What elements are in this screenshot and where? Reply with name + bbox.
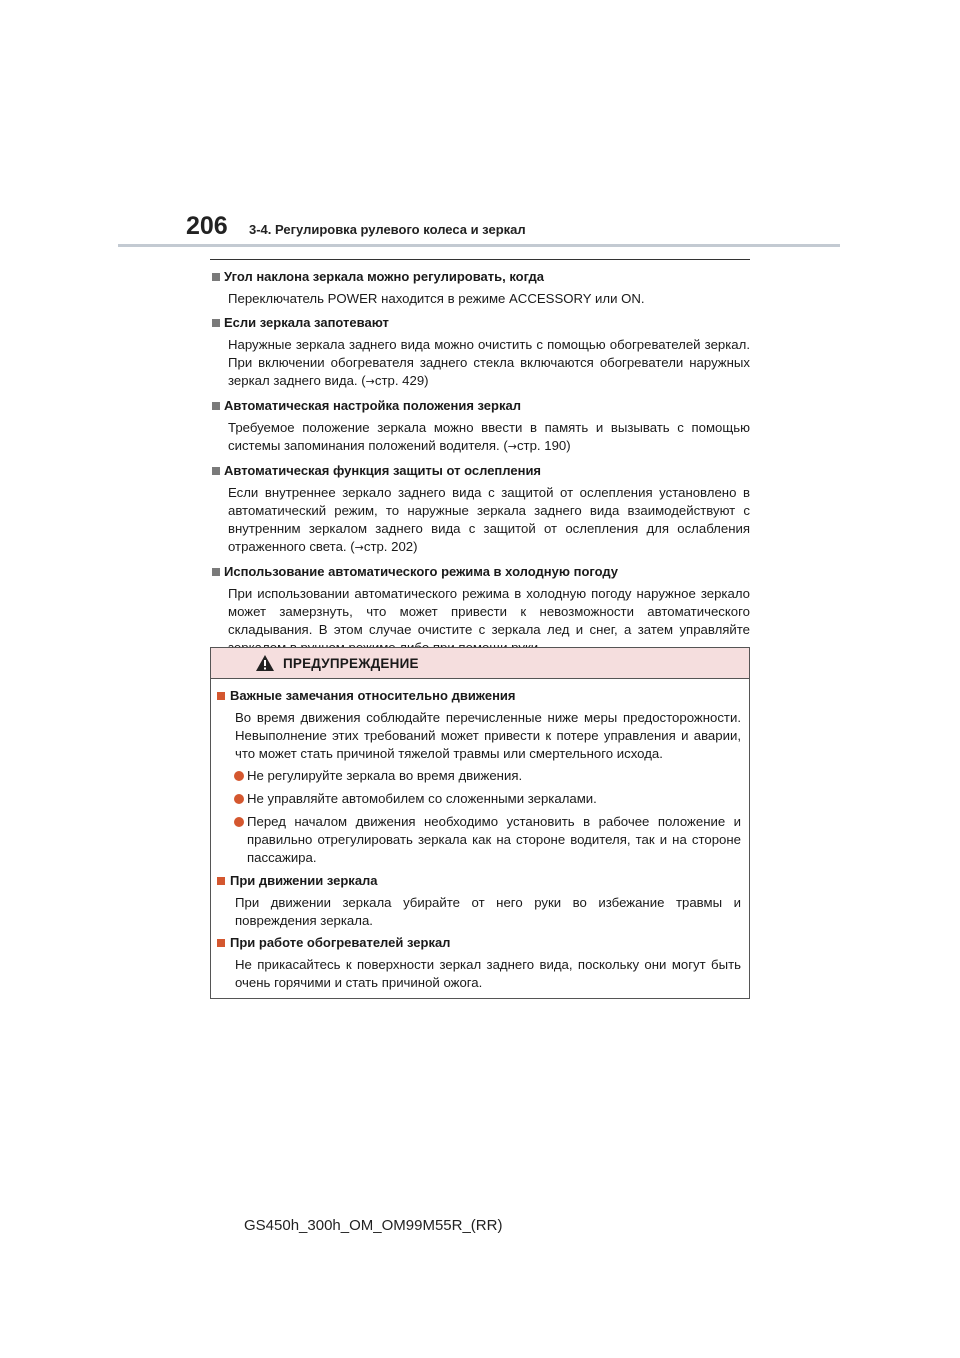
section-heading: Угол наклона зеркала можно регулировать, когда — [224, 269, 545, 284]
main-content — [210, 268, 750, 663]
chapter-title: 3-4. Регулировка рулевого колеса и зеркал — [249, 222, 526, 237]
section-mirror-angle — [210, 268, 750, 308]
square-bullet-icon — [217, 939, 225, 947]
list-item: Перед началом движения необходимо установить в рабочее положение и правильно отрегулировать зеркала как на стороне водителя, так и на стороне пассажира. — [215, 813, 741, 867]
document-id: GS450h_300h_OM_OM99M55R_(RR) — [244, 1217, 503, 1234]
warning-title: ПРЕДУПРЕЖДЕНИЕ — [283, 655, 419, 671]
section-anti-glare — [210, 462, 750, 557]
warning-section-heading: При движении зеркала — [230, 873, 378, 888]
section-heading: Автоматическая функция защиты от ослепления — [224, 463, 542, 478]
section-text: Наружные зеркала заднего вида можно очистить с помощью обогревателей зеркал. При включении обогревателя заднего стекла включаются обогреватели наружных зеркал заднего вида. ( — [228, 337, 750, 388]
square-bullet-icon — [212, 402, 220, 410]
section-mirror-fog — [210, 314, 750, 391]
round-bullet-icon — [234, 817, 244, 827]
warning-box — [210, 647, 750, 999]
warning-section-heading: При работе обогревателей зеркал — [230, 935, 451, 950]
section-heading: Если зеркала запотевают — [224, 315, 389, 330]
square-bullet-icon — [212, 568, 220, 576]
section-heading: Автоматическая настройка положения зеркал — [224, 398, 521, 413]
list-item: Не управляйте автомобилем со сложенными зеркалами. — [215, 790, 741, 808]
square-bullet-icon — [212, 273, 220, 281]
warning-content — [211, 679, 749, 992]
round-bullet-icon — [234, 771, 244, 781]
section-cold-weather — [210, 563, 750, 657]
header-rule — [118, 244, 840, 247]
square-bullet-icon — [212, 467, 220, 475]
square-bullet-icon — [212, 319, 220, 327]
square-bullet-icon — [217, 877, 225, 885]
square-bullet-icon — [217, 692, 225, 700]
warning-triangle-icon — [255, 654, 275, 672]
warning-section-text: При движении зеркала убирайте от него руки во избежание травмы и повреждения зеркала. — [235, 895, 741, 928]
section-heading: Использование автоматического режима в холодную погоду — [224, 564, 619, 579]
list-item: Не регулируйте зеркала во время движения. — [215, 767, 741, 785]
page-reference[interactable]: стр. 190) — [516, 438, 571, 453]
arrow-right-icon: → — [365, 375, 375, 388]
round-bullet-icon — [234, 794, 244, 804]
section-auto-position — [210, 397, 750, 456]
section-text: При использовании автоматического режима в холодную погоду наружное зеркало может замерзнуть, что может привести к невозможности автоматического складывания. В этом случае очистите с зеркала лед и снег, а затем управляйте — [228, 586, 750, 637]
page-number: 206 — [186, 212, 228, 240]
page-reference[interactable]: стр. 202) — [363, 539, 418, 554]
warning-header — [211, 648, 749, 679]
warning-section-heading: Важные замечания относительно движения — [230, 688, 516, 703]
warning-section-text: Во время движения соблюдайте перечисленные ниже меры предосторожности. Невыполнение этих требований может привести к потере управления и аварии, что может стать причиной тяжелой травмы или смертельного исхода. — [235, 710, 741, 761]
section-text: Переключатель POWER находится в режиме ACCESSORY или ON. — [228, 291, 645, 306]
section-text: Требуемое положение зеркала можно ввести в память и вызывать с помощью системы запоминания положений водителя. ( — [228, 420, 750, 453]
section-text: Если внутреннее зеркало заднего вида с защитой от ослепления установлено в автоматический режим, то наружные зеркала заднего вида взаимодействуют с внутренним зеркалом заднего вида с защитой от ослепления для ослабления отраженного света. ( — [228, 485, 750, 554]
page-reference[interactable]: стр. 429) — [374, 373, 429, 388]
arrow-right-icon: → — [507, 440, 517, 453]
section-divider — [210, 259, 750, 260]
arrow-right-icon: → — [354, 541, 364, 554]
warning-section-text: Не прикасайтесь к поверхности зеркал заднего вида, поскольку они могут быть очень горячими и стать причиной ожога. — [235, 957, 741, 990]
